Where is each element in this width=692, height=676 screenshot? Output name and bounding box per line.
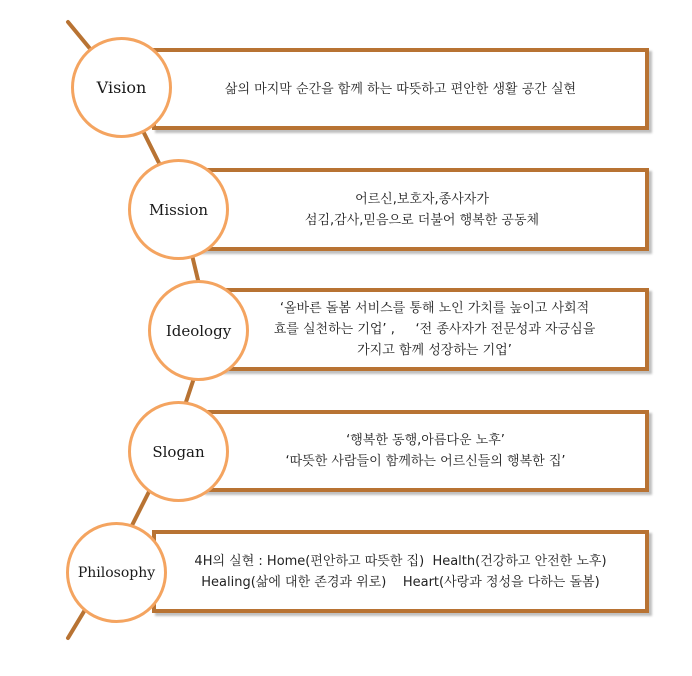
philosophy-label: Philosophy bbox=[77, 564, 156, 581]
ideology-circle bbox=[148, 280, 249, 381]
vision-label: Vision bbox=[96, 78, 147, 97]
mission-label: Mission bbox=[148, 200, 209, 219]
slogan-circle bbox=[128, 401, 229, 502]
mission-text-line-1: 어르신,보호자,종사자가 bbox=[355, 191, 489, 207]
philosophy-circle bbox=[66, 522, 167, 623]
ideology-text-line-2: 효를 실천하는 기업’ , ‘전 종사자가 전문성과 자긍심을 bbox=[273, 322, 596, 337]
vision-text-line-1: 삶의 마지막 순간을 함께 하는 따뜻하고 편안한 생활 공간 실현 bbox=[224, 81, 577, 97]
mission-circle bbox=[128, 159, 229, 260]
ideology-label: Ideology bbox=[165, 321, 232, 340]
mission-box bbox=[195, 168, 649, 251]
mission-text-line-2: 섬김,감사,믿음으로 더불어 행복한 공동체 bbox=[304, 212, 540, 228]
philosophy-text-line-1: 4H의 실현 : Home(편안하고 따뜻한 집) Health(건강하고 안전한 노후) bbox=[194, 553, 607, 569]
slogan-box bbox=[202, 410, 649, 492]
vision-box bbox=[152, 48, 649, 130]
slogan-text-line-1: ‘행복한 동행,아름다운 노후’ bbox=[346, 433, 505, 448]
ideology-text-line-1: ‘올바른 돌봄 서비스를 통해 노인 가치를 높이고 사회적 bbox=[279, 301, 590, 316]
philosophy-box bbox=[152, 530, 649, 613]
philosophy-text-line-2: Healing(삶에 대한 존경과 위로) Heart(사랑과 정성을 다하는 돌봄) bbox=[201, 574, 600, 590]
vision-circle bbox=[71, 37, 172, 138]
ideology-box bbox=[220, 288, 649, 371]
slogan-label: Slogan bbox=[152, 442, 205, 461]
ideology-text-line-3: 가지고 함께 성장하는 기업’ bbox=[357, 343, 512, 358]
slogan-text-line-2: ‘따뜻한 사람들이 함께하는 어르신들의 행복한 집’ bbox=[285, 454, 566, 469]
